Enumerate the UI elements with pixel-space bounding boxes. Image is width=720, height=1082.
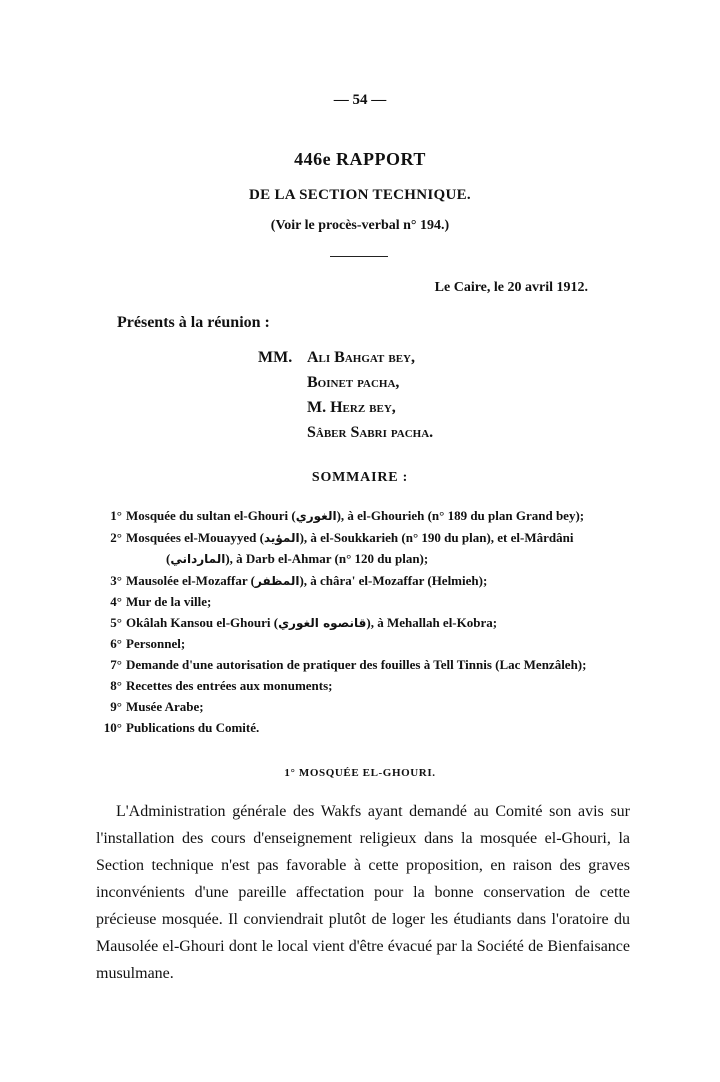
sommaire-item-text: Mosquée du sultan el-Ghouri (الغوري), à el-Ghourieh (n° 189 du plan Grand bey); bbox=[126, 508, 585, 523]
sommaire-item-number: 2° bbox=[110, 530, 122, 545]
sommaire-item bbox=[86, 634, 646, 654]
sommaire-item-number: 4° bbox=[110, 594, 122, 609]
sommaire-item-number: 9° bbox=[110, 699, 122, 714]
sommaire-item bbox=[86, 528, 646, 548]
sommaire-item-number: 3° bbox=[110, 573, 122, 588]
sommaire-item-text: Mur de la ville; bbox=[126, 594, 212, 609]
sommaire-item bbox=[86, 506, 646, 526]
sommaire-item-number: 1° bbox=[110, 508, 122, 523]
member-name: Ali Bahgat bey, bbox=[307, 349, 415, 366]
sommaire-item bbox=[86, 613, 646, 633]
sommaire-item-number: 7° bbox=[110, 657, 122, 672]
sommaire-item bbox=[86, 549, 646, 569]
sommaire-item-number: 8° bbox=[110, 678, 122, 693]
dateline: Le Caire, le 20 avril 1912. bbox=[434, 280, 588, 295]
presents-label: Présents à la réunion : bbox=[117, 314, 270, 331]
report-title: 446e RAPPORT bbox=[294, 149, 426, 169]
sommaire-item bbox=[86, 571, 646, 591]
section-heading: 1° MOSQUÉE EL-GHOURI. bbox=[284, 767, 436, 779]
sommaire-item-text: Personnel; bbox=[126, 636, 186, 651]
sommaire-item-text: Mosquées el-Mouayyed (المؤيد), à el-Soukkarieh (n° 190 du plan), et el-Mârdâni bbox=[126, 530, 574, 545]
sommaire-item-text: Okâlah Kansou el-Ghouri (قانصوه الغوري), à Mehallah el-Kobra; bbox=[126, 615, 498, 630]
member-name: Sâber Sabri pacha. bbox=[307, 424, 434, 441]
sommaire-item bbox=[86, 676, 646, 696]
mm-label: MM. bbox=[258, 349, 293, 366]
sommaire-item-number: 6° bbox=[110, 636, 122, 651]
sommaire-item-number: 5° bbox=[110, 615, 122, 630]
sommaire-item bbox=[86, 592, 646, 612]
sommaire-item-text: Musée Arabe; bbox=[126, 699, 204, 714]
sommaire-item-number: 10° bbox=[103, 720, 122, 735]
body-paragraph: L'Administration générale des Wakfs ayant demandé au Comité son avis sur l'installation des cours d'enseignement religieux dans la mosquée el-Ghouri, la Section technique n'est pas favorable à cette proposition, en raison des graves inconvénients d'une pareille affectation pour la bonne conservation de cette précieuse mosquée. Il conviendrait plutôt de loger les étudiants dans l'oratoire du Mausolée el-Ghouri dont le local vient d'être évacué par la Société de Bienfaisance musulmane. bbox=[96, 803, 630, 982]
sommaire-item-text: Recettes des entrées aux monuments; bbox=[126, 678, 333, 693]
member-name: M. Herz bey, bbox=[307, 399, 396, 416]
sommaire-item-text: Mausolée el-Mozaffar (المظفر), à châra' el-Mozaffar (Helmieh); bbox=[126, 573, 488, 588]
sommaire-item bbox=[86, 655, 646, 675]
sommaire-item bbox=[86, 718, 646, 738]
sommaire-item-text: Publications du Comité. bbox=[126, 720, 260, 735]
page-number: — 54 — bbox=[333, 92, 387, 108]
proces-verbal-reference: (Voir le procès-verbal n° 194.) bbox=[270, 218, 450, 233]
report-subtitle: DE LA SECTION TECHNIQUE. bbox=[249, 187, 471, 203]
sommaire-item-text: (المارداني), à Darb el-Ahmar (n° 120 du plan); bbox=[166, 551, 429, 566]
sommaire-heading: SOMMAIRE : bbox=[311, 470, 409, 485]
member-name: Boinet pacha, bbox=[307, 374, 400, 391]
sommaire-item bbox=[86, 697, 646, 717]
divider-rule bbox=[330, 256, 388, 257]
sommaire-item-text: Demande d'une autorisation de pratiquer des fouilles à Tell Tinnis (Lac Menzâleh); bbox=[126, 657, 587, 672]
